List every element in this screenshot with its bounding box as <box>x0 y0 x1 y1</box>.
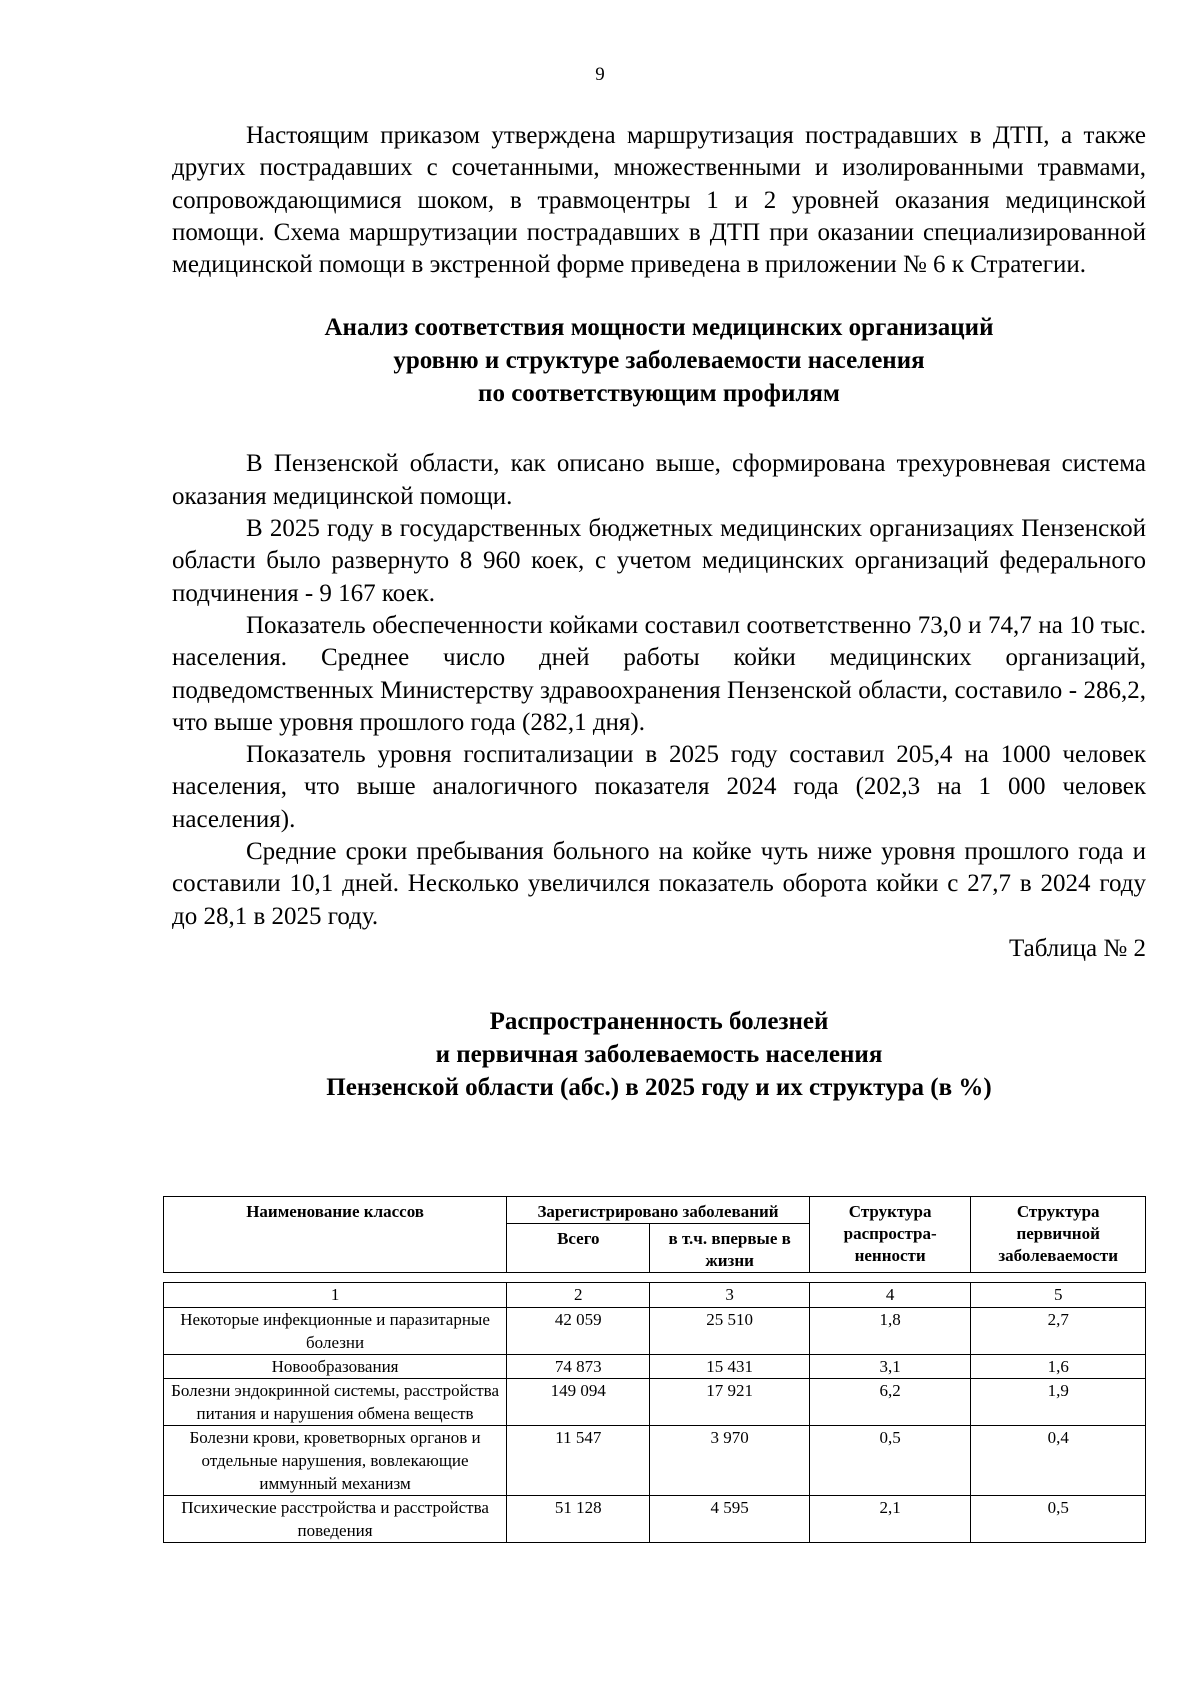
table-row <box>164 1308 1146 1355</box>
document-body <box>172 120 1146 1104</box>
section-heading-line-1: Анализ соответствия мощности медицинских организаций <box>324 314 994 342</box>
row-total: 42 059 <box>507 1308 650 1355</box>
table-row <box>164 1426 1146 1496</box>
section-heading-line-3: по соответствующим профилям <box>478 380 840 408</box>
row-structure-prevalence: 0,5 <box>809 1426 970 1496</box>
table-column-numbers <box>164 1283 1146 1308</box>
row-first-time: 4 595 <box>650 1496 809 1543</box>
intro-paragraph: Настоящим приказом утверждена маршрутизация пострадавших в ДТП, а также других пострадавших с сочетанными, множественными и изолированными травмами, сопровождающимися шоком, в травмоцентры 1 и 2 уровней оказания медицинской помощи. Схема маршрутизации пострадавших в ДТП при оказании специализированной медицинской помощи в экстренной форме приведена в приложении № 6 к Стратегии. <box>172 122 1146 279</box>
header-total: Всего <box>507 1224 650 1273</box>
column-number: 5 <box>971 1283 1146 1308</box>
paragraph-4: Показатель уровня госпитализации в 2025 году составил 205,4 на 1000 человек населения, что выше аналогичного показателя 2024 года (202,3 на 1 000 человек населения). <box>172 741 1146 833</box>
row-first-time: 15 431 <box>650 1355 809 1379</box>
row-structure-primary: 0,4 <box>971 1426 1146 1496</box>
row-total: 11 547 <box>507 1426 650 1496</box>
row-structure-prevalence: 3,1 <box>809 1355 970 1379</box>
table-header-row-1 <box>164 1197 1146 1224</box>
row-first-time: 17 921 <box>650 1379 809 1426</box>
column-number: 4 <box>809 1283 970 1308</box>
column-number: 1 <box>164 1283 507 1308</box>
row-structure-primary: 2,7 <box>971 1308 1146 1355</box>
table-row <box>164 1355 1146 1379</box>
header-first-time: в т.ч. впервые в жизни <box>650 1224 809 1273</box>
header-structure-prevalence: Структура распростра-ненности <box>809 1197 970 1273</box>
table-row <box>164 1496 1146 1543</box>
row-name: Болезни эндокринной системы, расстройства питания и нарушения обмена веществ <box>164 1379 507 1426</box>
table-row <box>164 1379 1146 1426</box>
page-number: 9 <box>595 64 605 85</box>
header-name: Наименование классов <box>164 1197 507 1273</box>
paragraph-5: Средние сроки пребывания больного на койке чуть ниже уровня прошлого года и составили 10,1 дней. Несколько увеличился показатель оборота койки с 27,7 в 2024 году до 28,1 в 2025 году. <box>172 838 1146 930</box>
header-registered: Зарегистрировано заболеваний <box>507 1197 810 1224</box>
row-structure-primary: 1,9 <box>971 1379 1146 1426</box>
row-first-time: 3 970 <box>650 1426 809 1496</box>
header-structure-primary: Структура первичной заболеваемости <box>971 1197 1146 1273</box>
row-total: 74 873 <box>507 1355 650 1379</box>
table-title-line-1: Распространенность болезней <box>489 1007 829 1035</box>
morbidity-table <box>163 1196 1146 1543</box>
column-number: 2 <box>507 1283 650 1308</box>
row-structure-primary: 1,6 <box>971 1355 1146 1379</box>
paragraph-3: Показатель обеспеченности койками составил соответственно 73,0 и 74,7 на 10 тыс. населения. Среднее число дней работы койки медицинских организаций, подведомственных Министерству здравоохранения Пензенской области, составило - 286,2, что выше уровня прошлого года (282,1 дня). <box>172 611 1146 736</box>
table-title-line-2: и первичная заболеваемость населения <box>435 1040 883 1068</box>
paragraph-1: В Пензенской области, как описано выше, сформирована трехуровневая система оказания медицинской помощи. <box>172 450 1146 510</box>
table-label: Таблица № 2 <box>1008 934 1146 962</box>
row-name: Психические расстройства и расстройства поведения <box>164 1496 507 1543</box>
row-structure-primary: 0,5 <box>971 1496 1146 1543</box>
row-first-time: 25 510 <box>650 1308 809 1355</box>
row-name: Новообразования <box>164 1355 507 1379</box>
row-structure-prevalence: 2,1 <box>809 1496 970 1543</box>
row-name: Болезни крови, кроветворных органов и отдельные нарушения, вовлекающие иммунный механизм <box>164 1426 507 1496</box>
section-heading-line-2: уровню и структуре заболеваемости населения <box>393 347 925 375</box>
column-number: 3 <box>650 1283 809 1308</box>
row-total: 51 128 <box>507 1496 650 1543</box>
row-structure-prevalence: 1,8 <box>809 1308 970 1355</box>
row-total: 149 094 <box>507 1379 650 1426</box>
table-spacer <box>164 1273 1146 1283</box>
paragraph-2: В 2025 году в государственных бюджетных медицинских организациях Пензенской области было развернуто 8 960 коек, с учетом медицинских организаций федерального подчинения - 9 167 коек. <box>172 515 1146 607</box>
row-structure-prevalence: 6,2 <box>809 1379 970 1426</box>
table-title-line-3: Пензенской области (абс.) в 2025 году и их структура (в %) <box>326 1073 992 1101</box>
row-name: Некоторые инфекционные и паразитарные болезни <box>164 1308 507 1355</box>
